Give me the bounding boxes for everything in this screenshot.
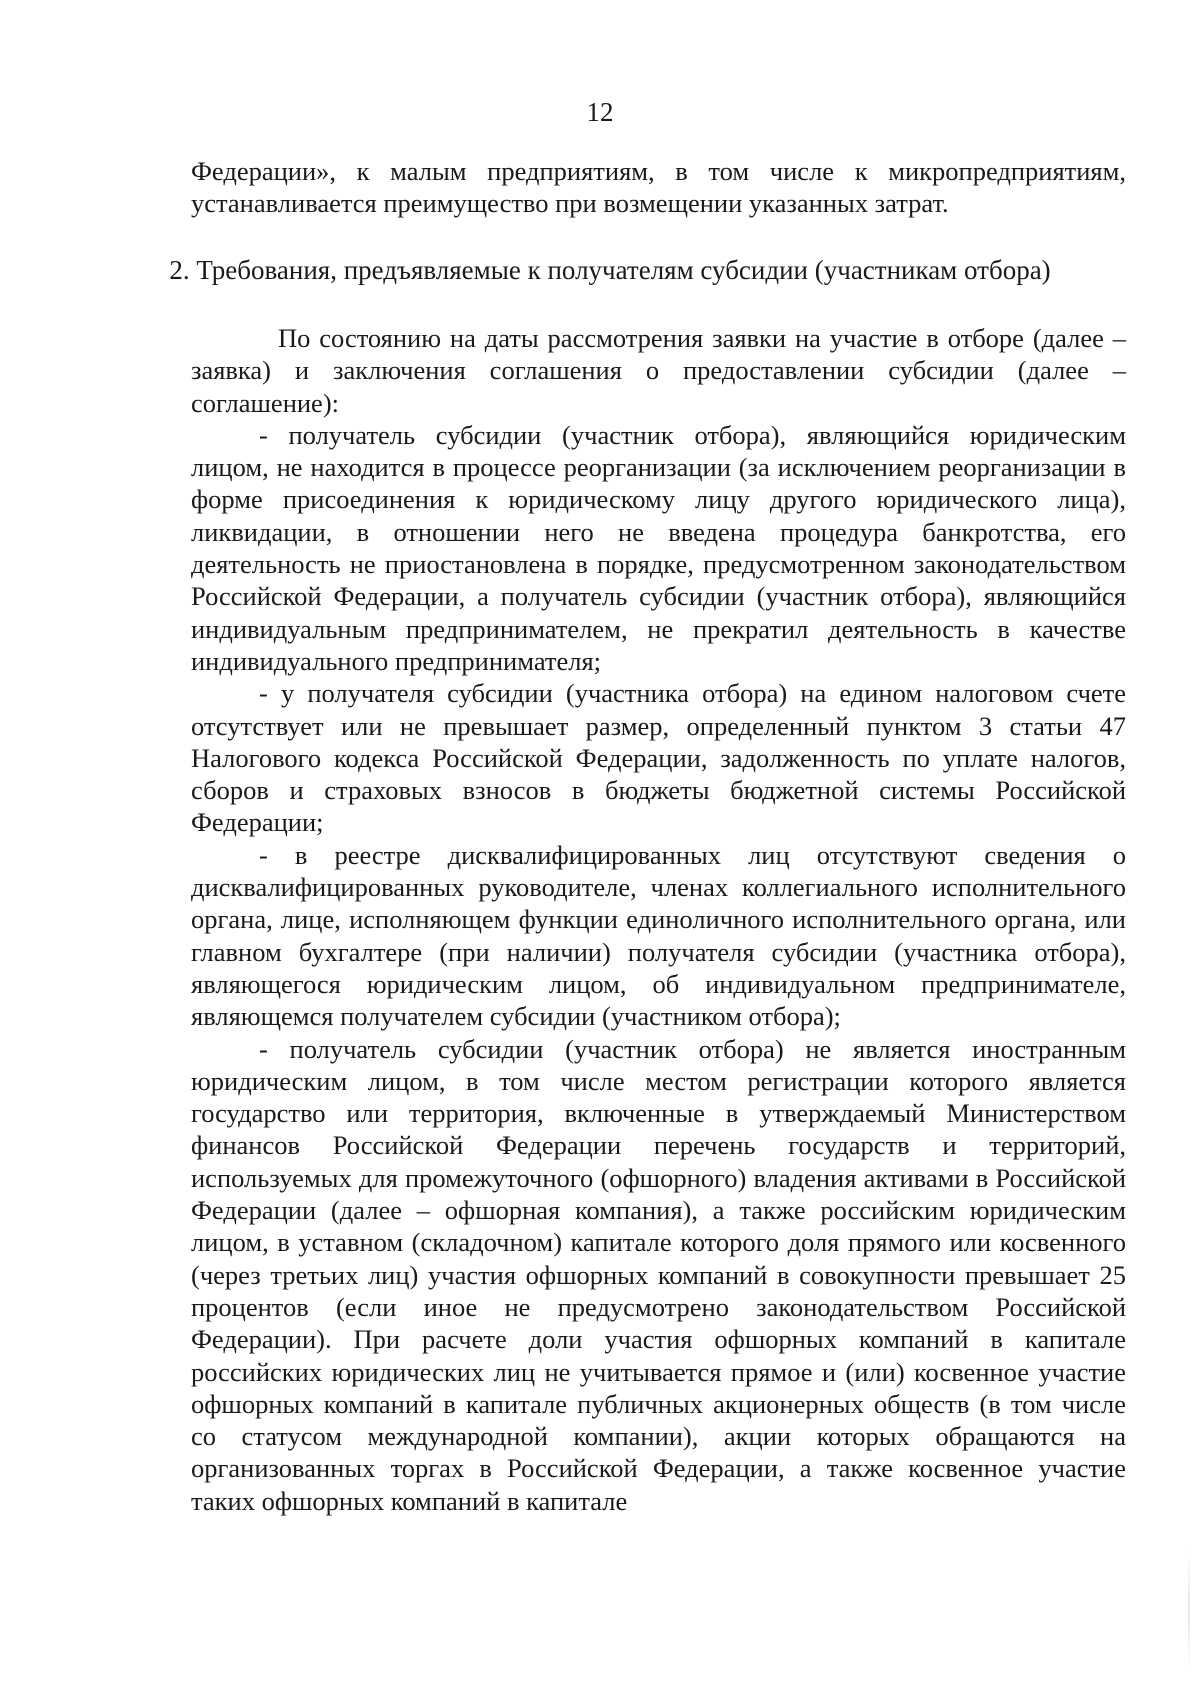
section-heading: 2. Требования, предъявляемые к получателям субсидии (участникам отбора) xyxy=(169,255,1051,285)
paragraph-conditions-date: По состоянию на даты рассмотрения заявки на участие в отборе (далее – заявка) и заключения соглашения о предоставлении субсидии (далее – соглашение): xyxy=(191,323,1126,418)
paragraph-reorganization: - получатель субсидии (участник отбора), являющийся юридическим лицом, не находится в процессе реорганизации (за исключением реорганизации в форме присоединения к юридическому лицу другого юридического лица), ликвидации, в отношении него не введена процедура банкротства, его деятельность не приостановлена в порядке, предусмотренном законодательством Российской Федерации, а получатель субсидии (участник отбора), являющийся индивидуальным предпринимателем, не прекратил деятельность в качестве индивидуального предпринимателя; xyxy=(191,419,1126,676)
page-number: 12 xyxy=(586,97,614,127)
paragraph-offshore-company: - получатель субсидии (участник отбора) не является иностранным юридическим лицом, в том числе местом регистрации которого является государство или территория, включенные в утверждаемый Министерством финансов Российской Федерации перечень государств и территорий, используемых для промежуточного (офшорного) владения активами в Российской Федерации (далее – офшорная компания), а также российским юридическим лицом, в уставном (складочном) капитале которого доля прямого или косвенного (через третьих лиц) участия офшорных компаний в совокупности превышает 25 процентов (если иное не предусмотрено законодательством Российской Федерации). При расчете доли участия офшорных компаний в капитале российских юридических лиц не учитывается прямое и (или) косвенное участие офшорных компаний в капитале публичных акционерных обществ (в том числе со статусом международной компании), акции которых обращаются на организованных торгах в Российской Федерации, а также косвенное участие таких офшорных компаний в капитале xyxy=(191,1033,1126,1516)
paragraph-tax-debt: - у получателя субсидии (участника отбора) на едином налоговом счете отсутствует или не превышает размер, определенный пунктом 3 статьи 47 Налогового кодекса Российской Федерации, задолженность по уплате налогов, сборов и страховых взносов в бюджеты бюджетной системы Российской Федерации; xyxy=(191,678,1126,838)
section-body xyxy=(191,322,1126,1517)
paragraph-disqualified-registry: - в реестре дисквалифицированных лиц отсутствуют сведения о дисквалифицированных руководителе, членах коллегиального исполнительного органа, лице, исполняющем функции единоличного исполнительного органа, или главном бухгалтере (при наличии) получателя субсидии (участника отбора), являющегося юридическим лицом, об индивидуальном предпринимателе, являющемся получателем субсидии (участником отбора); xyxy=(191,839,1126,1032)
intro-paragraph: Федерации», к малым предприятиям, в том числе к микропредприятиям, устанавливается преимущество при возмещении указанных затрат. xyxy=(191,156,1126,219)
scan-edge-mark xyxy=(1188,1550,1190,1670)
